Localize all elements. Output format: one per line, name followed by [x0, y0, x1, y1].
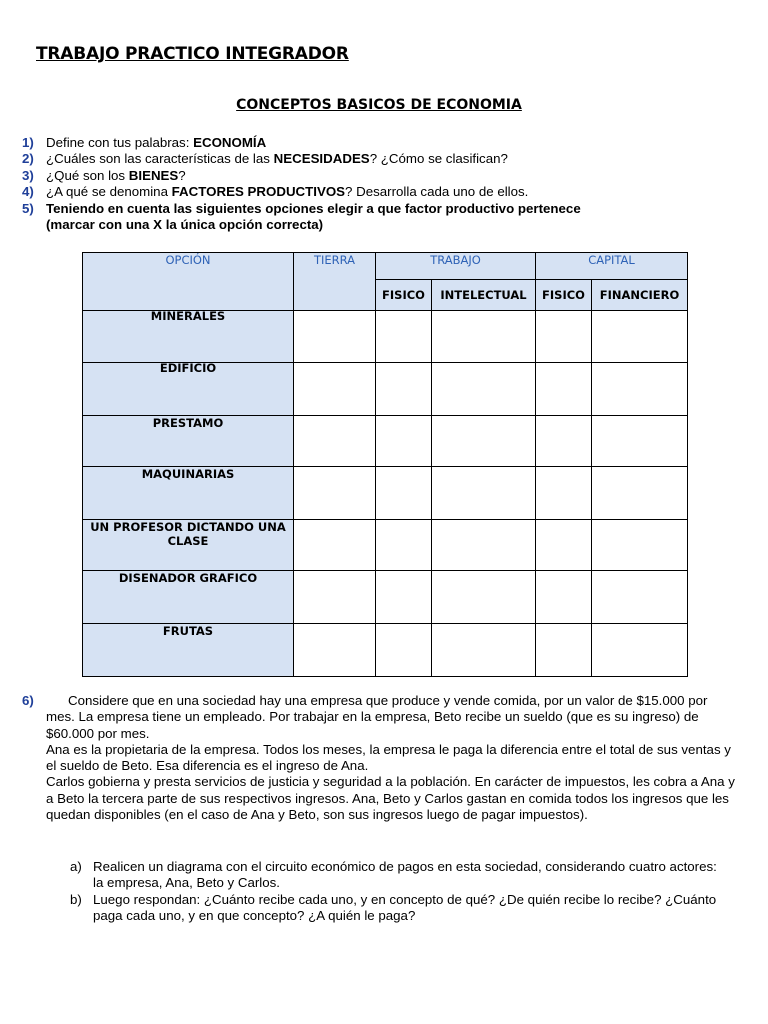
answer-cell-tierra[interactable] — [294, 520, 376, 571]
header-opcion: OPCIÓN — [83, 253, 294, 311]
answer-cell-capital-financiero[interactable] — [592, 416, 688, 467]
answer-cell-capital-fisico[interactable] — [536, 467, 592, 520]
question-item — [22, 168, 582, 184]
header-capital-financiero: FINANCIERO — [592, 280, 688, 311]
option-label: FRUTAS — [83, 624, 294, 677]
answer-cell-trabajo-fisico[interactable] — [376, 311, 432, 363]
subquestion-item — [70, 892, 730, 925]
answer-cell-trabajo-fisico[interactable] — [376, 571, 432, 624]
header-trabajo-intelectual: INTELECTUAL — [432, 280, 536, 311]
header-capital-fisico: FISICO — [536, 280, 592, 311]
answer-cell-capital-financiero[interactable] — [592, 363, 688, 416]
answer-cell-tierra[interactable] — [294, 363, 376, 416]
question-text: Teniendo en cuenta las siguientes opciones elegir a que factor productivo pertenece (marcar con una X la única opción correcta) — [46, 200, 581, 233]
question-text: Define con tus palabras: ECONOMÍA — [46, 135, 267, 150]
question-number: 6) — [22, 693, 34, 708]
header-capital: CAPITAL — [536, 253, 688, 280]
subquestion-letter: a) — [70, 859, 82, 874]
q6-paragraph: Ana es la propietaria de la empresa. Todos los meses, la empresa le paga la diferencia entre el total de sus ventas y el sueldo de Beto. Esa diferencia es el ingreso de Ana. — [46, 741, 731, 774]
answer-cell-tierra[interactable] — [294, 467, 376, 520]
answer-cell-capital-fisico[interactable] — [536, 571, 592, 624]
question-number: 4) — [22, 184, 34, 200]
answer-cell-capital-fisico[interactable] — [536, 624, 592, 677]
answer-cell-trabajo-intelectual[interactable] — [432, 467, 536, 520]
table-row — [83, 363, 688, 416]
answer-cell-trabajo-fisico[interactable] — [376, 520, 432, 571]
answer-cell-capital-fisico[interactable] — [536, 416, 592, 467]
question-item — [22, 184, 582, 200]
option-label: EDIFICIO — [83, 363, 294, 416]
question-6 — [22, 693, 736, 823]
answer-cell-trabajo-intelectual[interactable] — [432, 416, 536, 467]
answer-cell-trabajo-fisico[interactable] — [376, 467, 432, 520]
question-text: ¿A qué se denomina FACTORES PRODUCTIVOS? Desarrolla cada uno de ellos. — [46, 184, 529, 200]
question-number: 1) — [22, 135, 34, 150]
option-label: DISENADOR GRAFICO — [83, 571, 294, 624]
answer-cell-capital-financiero[interactable] — [592, 571, 688, 624]
answer-cell-trabajo-intelectual[interactable] — [432, 571, 536, 624]
header-tierra: TIERRA — [294, 253, 376, 311]
table-row — [83, 311, 688, 363]
answer-cell-trabajo-fisico[interactable] — [376, 416, 432, 467]
table-row — [83, 467, 688, 520]
document-title: TRABAJO PRACTICO INTEGRADOR — [36, 44, 349, 64]
question-item — [22, 151, 582, 167]
answer-cell-capital-fisico[interactable] — [536, 520, 592, 571]
option-label: UN PROFESOR DICTANDO UNA CLASE — [83, 520, 294, 571]
answer-cell-tierra[interactable] — [294, 311, 376, 363]
table-row — [83, 520, 688, 571]
subquestion-text: Luego respondan: ¿Cuánto recibe cada uno, y en concepto de qué? ¿De quién recibe lo recibe? ¿Cuánto paga cada uno, y en que concepto? ¿A quién le paga? — [93, 891, 717, 923]
document-subtitle: CONCEPTOS BASICOS DE ECONOMIA — [236, 97, 522, 113]
answer-cell-trabajo-intelectual[interactable] — [432, 363, 536, 416]
table-row — [83, 624, 688, 677]
question-number: 3) — [22, 167, 34, 183]
answer-cell-tierra[interactable] — [294, 416, 376, 467]
table-row — [83, 571, 688, 624]
header-trabajo: TRABAJO — [376, 253, 536, 280]
subquestion-item — [70, 859, 730, 892]
answer-cell-capital-fisico[interactable] — [536, 363, 592, 416]
question-item — [22, 201, 582, 234]
answer-cell-trabajo-intelectual[interactable] — [432, 624, 536, 677]
option-label: PRESTAMO — [83, 416, 294, 467]
subquestion-letter: b) — [70, 891, 82, 907]
option-label: MAQUINARIAS — [83, 467, 294, 520]
table-row — [83, 416, 688, 467]
answer-cell-tierra[interactable] — [294, 571, 376, 624]
answer-cell-capital-financiero[interactable] — [592, 520, 688, 571]
question-item — [22, 135, 582, 151]
question-list — [22, 135, 582, 233]
subquestion-text: Realicen un diagrama con el circuito económico de pagos en esta sociedad, considerando cuatro actores: la empresa, Ana, Beto y Carlos. — [93, 859, 717, 891]
question-number: 5) — [22, 200, 34, 216]
answer-cell-capital-financiero[interactable] — [592, 624, 688, 677]
answer-cell-tierra[interactable] — [294, 624, 376, 677]
answer-cell-trabajo-fisico[interactable] — [376, 363, 432, 416]
answer-cell-trabajo-fisico[interactable] — [376, 624, 432, 677]
q6-paragraph: 6) Considere que en una sociedad hay una empresa que produce y vende comida, por un valor de $15.000 por mes. La empresa tiene un empleado. Por trabajar en la empresa, Beto recibe un sueldo (que es su ingreso) de $60.000 por mes. — [22, 693, 708, 741]
q6-paragraph: Carlos gobierna y presta servicios de justicia y seguridad a la población. En carácter de impuestos, les cobra a Ana y a Beto la tercera parte de sus respectivos ingresos. Ana, Beto y Carlos gastan en comida todos los ingresos que les quedan disponibles (en el caso de Ana y Beto, son sus ingresos luego de pagar impuestos). — [46, 774, 735, 823]
answer-cell-capital-financiero[interactable] — [592, 467, 688, 520]
q6-subquestions — [70, 859, 730, 924]
option-label: MINERALES — [83, 311, 294, 363]
question-text: ¿Qué son los BIENES? — [46, 167, 186, 183]
answer-cell-capital-financiero[interactable] — [592, 311, 688, 363]
question-number: 2) — [22, 151, 34, 167]
factor-options-table — [82, 252, 688, 677]
answer-cell-trabajo-intelectual[interactable] — [432, 311, 536, 363]
question-text: ¿Cuáles son las características de las NECESIDADES? ¿Cómo se clasifican? — [46, 151, 508, 167]
header-trabajo-fisico: FISICO — [376, 280, 432, 311]
answer-cell-trabajo-intelectual[interactable] — [432, 520, 536, 571]
answer-cell-capital-fisico[interactable] — [536, 311, 592, 363]
